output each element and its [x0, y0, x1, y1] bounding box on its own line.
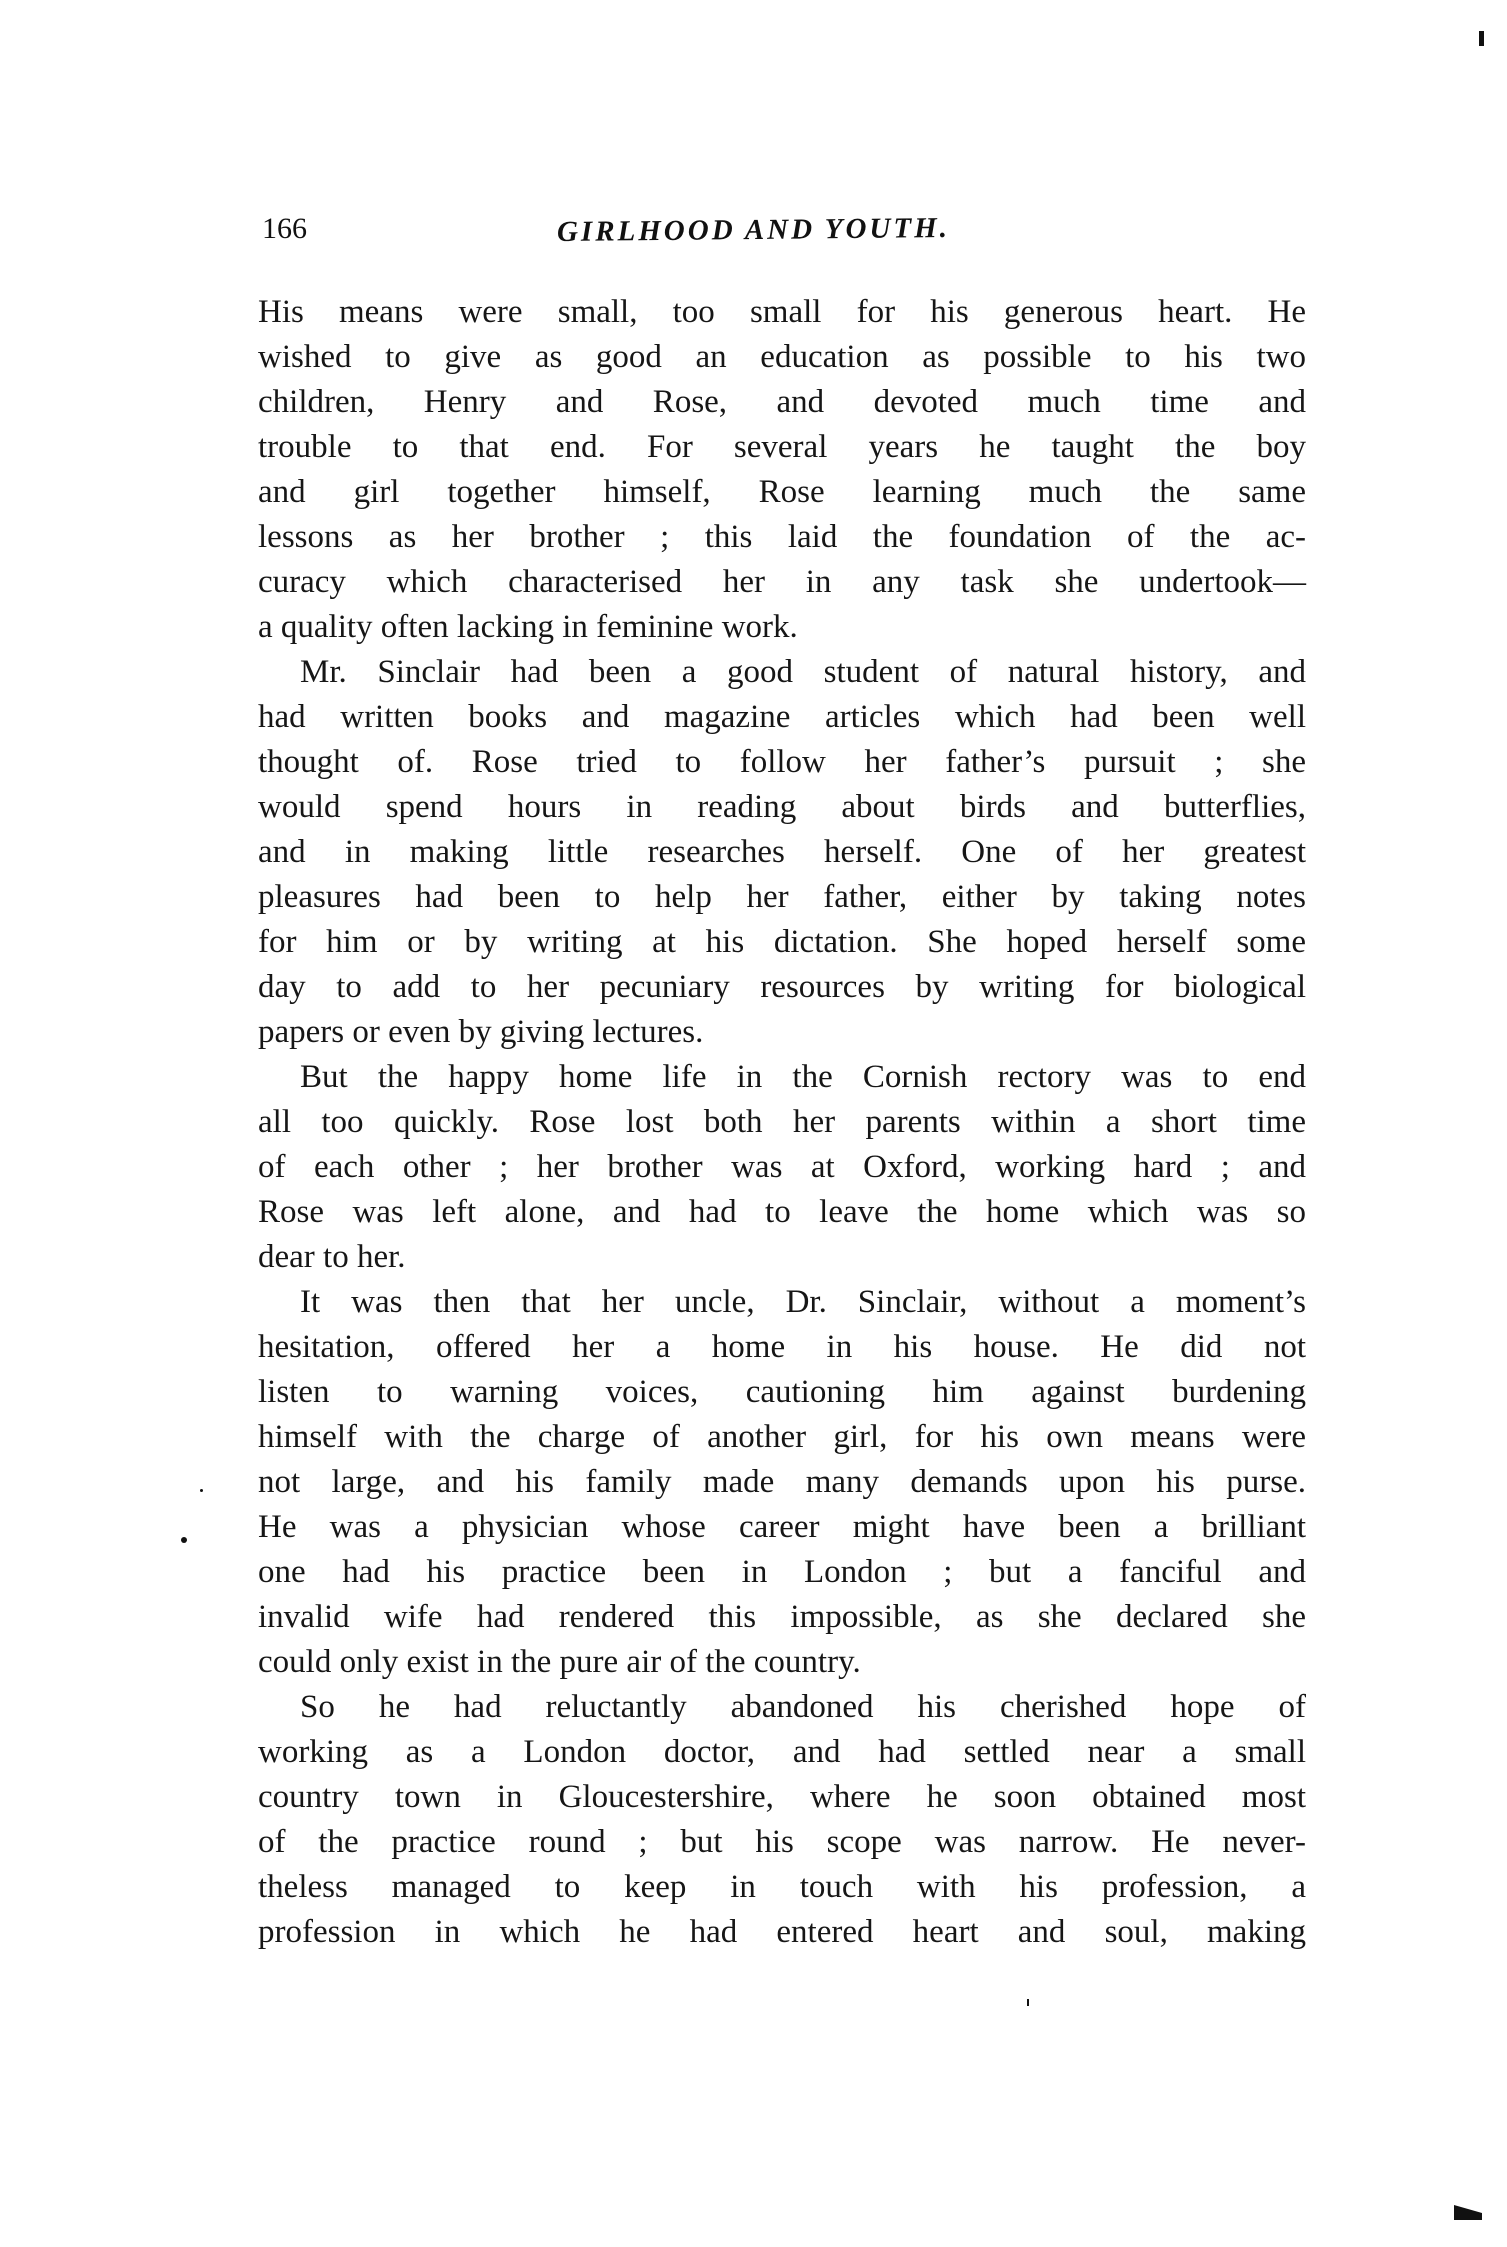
scan-speck-margin-dot — [200, 1489, 203, 1492]
text-line: pleasures had been to help her father, either by taking notes — [258, 879, 1306, 915]
text-line: country town in Gloucestershire, where he soon obtained most — [258, 1779, 1306, 1815]
text-line: would spend hours in reading about birds and butterflies, — [258, 789, 1306, 825]
text-line: thought of. Rose tried to follow her father’s pursuit ; she — [258, 744, 1306, 780]
text-line: trouble to that end. For several years he taught the boy — [258, 429, 1306, 465]
text-line: working as a London doctor, and had settled near a small — [258, 1734, 1306, 1770]
text-line: invalid wife had rendered this impossible, as she declared she — [258, 1599, 1306, 1635]
text-line: theless managed to keep in touch with his profession, a — [258, 1869, 1306, 1905]
page-number: 166 — [262, 212, 307, 245]
text-line: Rose was left alone, and had to leave the home which was so — [258, 1194, 1306, 1230]
scan-speck-margin-comma — [181, 1537, 187, 1543]
text-line: He was a physician whose career might have been a brilliant — [258, 1509, 1306, 1545]
text-line: one had his practice been in London ; but a fanciful and — [258, 1554, 1306, 1590]
text-line: not large, and his family made many demands upon his purse. — [258, 1464, 1306, 1500]
text-line: profession in which he had entered heart and soul, making — [258, 1914, 1306, 1950]
text-line: a quality often lacking in feminine work. — [258, 609, 798, 645]
text-line: and girl together himself, Rose learning much the same — [258, 474, 1306, 510]
text-line: lessons as her brother ; this laid the foundation of the ac- — [258, 519, 1306, 555]
scan-speck-bottom-tick — [1027, 1999, 1029, 2006]
text-line: So he had reluctantly abandoned his cherished hope of — [300, 1689, 1306, 1725]
text-line: himself with the charge of another girl, for his own means were — [258, 1419, 1306, 1455]
text-line: all too quickly. Rose lost both her parents within a short time — [258, 1104, 1306, 1140]
text-line: But the happy home life in the Cornish rectory was to end — [300, 1059, 1306, 1095]
text-line: It was then that her uncle, Dr. Sinclair, without a moment’s — [300, 1284, 1306, 1320]
text-line: for him or by writing at his dictation. She hoped herself some — [258, 924, 1306, 960]
running-title: GIRLHOOD AND YOUTH. — [556, 211, 951, 249]
scan-speck-top-right — [1479, 31, 1484, 46]
text-line: papers or even by giving lectures. — [258, 1014, 704, 1050]
text-line: of the practice round ; but his scope was narrow. He never- — [258, 1824, 1306, 1860]
text-line: could only exist in the pure air of the country. — [258, 1644, 861, 1680]
text-line: day to add to her pecuniary resources by writing for biological — [258, 969, 1306, 1005]
text-line: children, Henry and Rose, and devoted much time and — [258, 384, 1306, 420]
text-line: dear to her. — [258, 1239, 406, 1275]
text-line: listen to warning voices, cautioning him against burdening — [258, 1374, 1306, 1410]
text-line: wished to give as good an education as possible to his two — [258, 339, 1306, 375]
text-line: hesitation, offered her a home in his house. He did not — [258, 1329, 1306, 1365]
next-page-arrow-icon — [1454, 2205, 1482, 2220]
running-head — [262, 212, 1305, 252]
text-line: and in making little researches herself. One of her greatest — [258, 834, 1306, 870]
text-line: of each other ; her brother was at Oxford, working hard ; and — [258, 1149, 1306, 1185]
text-line: curacy which characterised her in any task she undertook— — [258, 564, 1306, 600]
text-line: had written books and magazine articles which had been well — [258, 699, 1306, 735]
text-line: His means were small, too small for his generous heart. He — [258, 294, 1306, 330]
text-line: Mr. Sinclair had been a good student of natural history, and — [300, 654, 1306, 690]
